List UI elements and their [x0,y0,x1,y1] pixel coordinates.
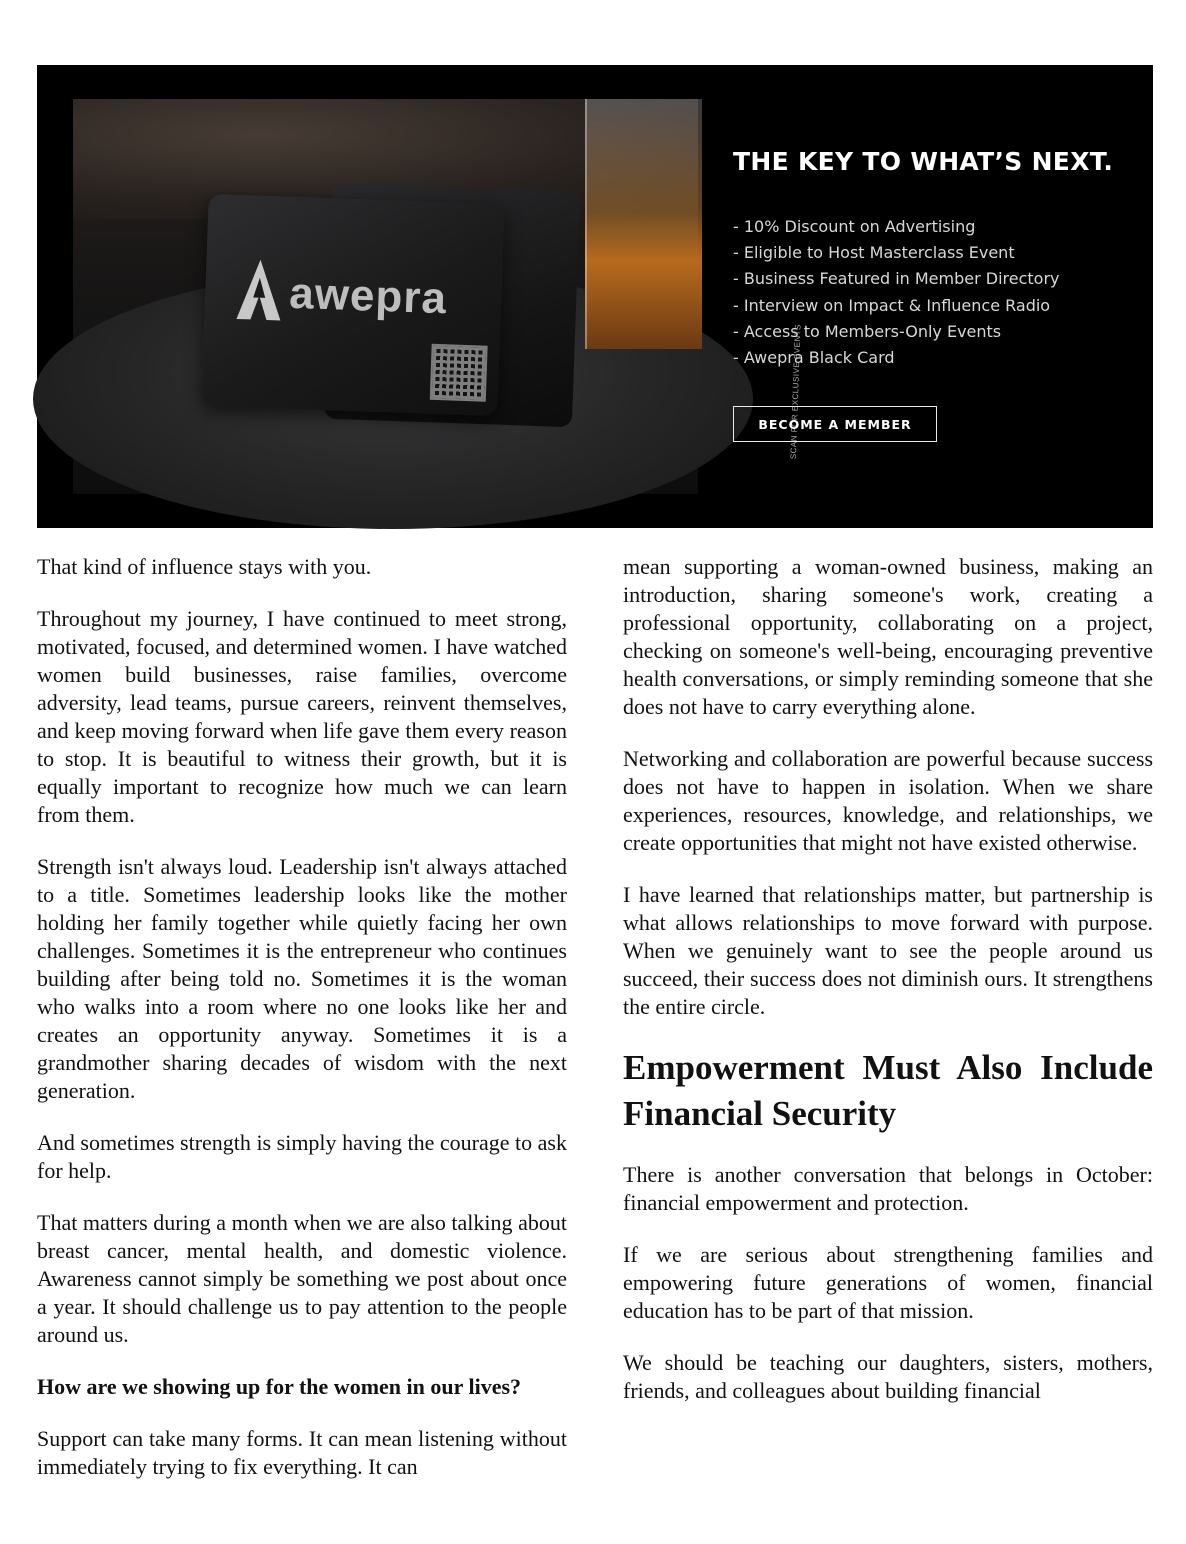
benefit-item: - Interview on Impact & Influence Radio [733,295,1051,315]
paragraph: mean supporting a woman-owned business, making an introduction, sharing someone's work, creating a professional opportunity, collaborating on a project, checking on someone's well-being, encouraging preventive health conversations, or simply reminding someone that she does not have to carry everything alone. [623,554,1153,719]
paragraph: That matters during a month when we are also talking about breast cancer, mental health, and domestic violence. Awareness cannot simply be something we post about once a year. It should challenge us to pay attention to the people around us. [37,1210,567,1347]
whiskey-glass [585,99,702,349]
section-heading: Empowerment Must Also Include Financial Security [623,1048,1153,1133]
paragraph: Throughout my journey, I have continued to meet strong, motivated, focused, and determined women. I have watched women build businesses, raise families, overcome adversity, lead teams, pursue careers, reinvent themselves, and keep moving forward when life gave them every reason to stop. It is beautiful to witness their growth, but it is equally important to recognize how much we can learn from them. [37,606,567,827]
left-column [37,553,567,1505]
paragraph: Support can take many forms. It can mean listening without immediately trying to fix everything. It can [37,1426,567,1479]
paragraph: There is another conversation that belongs in October: financial empowerment and protection. [623,1162,1153,1215]
promo-headline: THE KEY TO WHAT’S NEXT. [733,147,1114,176]
paragraph: If we are serious about strengthening families and empowering future generations of women, financial education has to be part of that mission. [623,1242,1153,1323]
awepra-logo-icon [234,257,284,327]
black-card-photo [73,99,803,494]
benefit-item: - 10% Discount on Advertising [733,217,976,236]
awepra-black-card [201,194,504,416]
paragraph: Networking and collaboration are powerful because success does not have to happen in isolation. When we share experiences, resources, knowledge, and relationships, we create opportunities that might not have existed otherwise. [623,746,1153,855]
paragraph: We should be teaching our daughters, sisters, mothers, friends, and colleagues about building financial [623,1350,1153,1403]
question-heading: How are we showing up for the women in our lives? [37,1374,522,1399]
right-column [623,553,1153,1429]
benefit-item: - Business Featured in Member Directory [733,269,1060,289]
paragraph: Strength isn't always loud. Leadership isn't always attached to a title. Sometimes leadership looks like the mother holding her family together while quietly facing her own challenges. Sometimes it is the entrepreneur who continues building after being told no. Sometimes it is the woman who walks into a room where no one looks like her and creates an opportunity anyway. Sometimes it is a grandmother sharing decades of wisdom with the next generation. [37,854,567,1103]
card-side-text: SCAN FOR EXCLUSIVE EVENTS [788,323,803,460]
benefit-item: - Awepra Black Card [733,348,895,368]
benefit-item: - Eligible to Host Masterclass Event [733,243,1015,263]
paragraph: And sometimes strength is simply having the courage to ask for help. [37,1130,567,1183]
paragraph: That kind of influence stays with you. [37,554,372,579]
become-member-button[interactable]: BECOME A MEMBER [733,406,937,442]
benefit-item: - Access to Members-Only Events [733,321,1002,341]
benefits-list [733,214,1133,371]
qr-code-icon [430,344,488,402]
card-brand-name: awepra [288,268,448,324]
paragraph: I have learned that relationships matter, but partnership is what allows relationships to move forward with purpose. When we genuinely want to see the people around us succeed, their success does not diminish ours. It strengthens the entire circle. [623,882,1153,1019]
membership-banner [37,65,1153,528]
